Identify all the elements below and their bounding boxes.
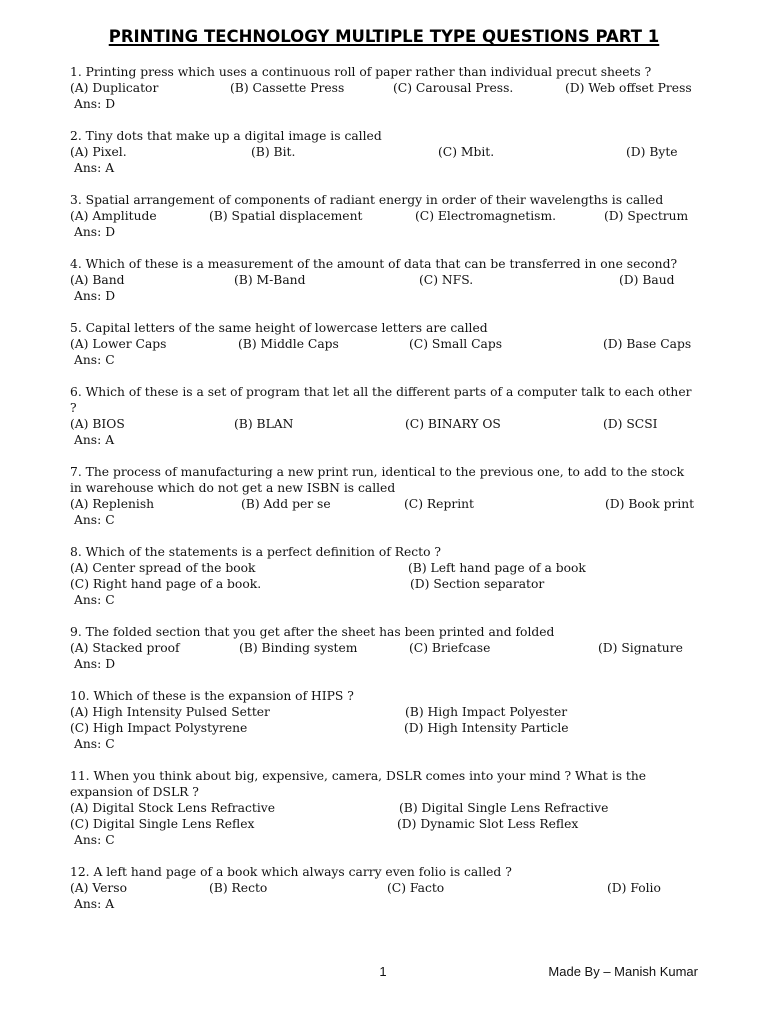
question-12-options bbox=[70, 880, 702, 896]
question-11-answer: C bbox=[105, 833, 115, 847]
question-4-option-a: (A) Band bbox=[70, 273, 125, 287]
question-4-text: 4. Which of these is a measurement of the amount of data that can be transferred in one second? bbox=[70, 257, 678, 271]
question-8-option-a: (A) Center spread of the book bbox=[70, 561, 256, 575]
question-9-option-b: (B) Binding system bbox=[239, 641, 358, 655]
question-5-answer: C bbox=[105, 353, 115, 367]
question-6-option-d: (D) SCSI bbox=[603, 417, 658, 431]
question-5-option-a: (A) Lower Caps bbox=[70, 337, 167, 351]
answer-label: Ans: bbox=[74, 897, 102, 911]
question-1-option-a: (A) Duplicator bbox=[70, 81, 159, 95]
question-8-answer: C bbox=[105, 593, 115, 607]
question-3-text: 3. Spatial arrangement of components of radiant energy in order of their wavelengths is called bbox=[70, 193, 664, 207]
question-6-options bbox=[70, 416, 702, 432]
question-1-options bbox=[70, 80, 702, 96]
question-8-option-b: (B) Left hand page of a book bbox=[408, 561, 586, 575]
question-2-text: 2. Tiny dots that make up a digital image is called bbox=[70, 129, 382, 143]
question-7 bbox=[70, 464, 702, 528]
question-8-option-d: (D) Section separator bbox=[410, 577, 545, 591]
answer-label: Ans: bbox=[74, 657, 102, 671]
question-9-answer: D bbox=[105, 657, 116, 671]
question-12-text: 12. A left hand page of a book which always carry even folio is called ? bbox=[70, 865, 512, 879]
question-12-option-b: (B) Recto bbox=[209, 881, 268, 895]
question-4-option-c: (C) NFS. bbox=[419, 273, 474, 287]
question-10-options-row-2 bbox=[70, 720, 702, 736]
question-11-text: 11. When you think about big, expensive, camera, DSLR comes into your mind ? What is the expansion of DSLR ? bbox=[70, 769, 647, 799]
answer-label: Ans: bbox=[74, 833, 102, 847]
question-10 bbox=[70, 688, 702, 752]
question-10-options-row-1 bbox=[70, 704, 702, 720]
question-12-option-c: (C) Facto bbox=[387, 881, 445, 895]
answer-label: Ans: bbox=[74, 97, 102, 111]
question-5-text: 5. Capital letters of the same height of lowercase letters are called bbox=[70, 321, 488, 335]
answer-label: Ans: bbox=[74, 289, 102, 303]
question-10-text: 10. Which of these is the expansion of HIPS ? bbox=[70, 689, 354, 703]
question-7-option-b: (B) Add per se bbox=[241, 497, 331, 511]
question-4-options bbox=[70, 272, 702, 288]
question-9-answer-line bbox=[70, 656, 702, 672]
question-9-options bbox=[70, 640, 702, 656]
question-7-answer-line bbox=[70, 512, 702, 528]
question-8-text: 8. Which of the statements is a perfect definition of Recto ? bbox=[70, 545, 442, 559]
question-1-option-c: (C) Carousal Press. bbox=[393, 81, 514, 95]
question-9-option-a: (A) Stacked proof bbox=[70, 641, 180, 655]
question-4-option-d: (D) Baud bbox=[619, 273, 675, 287]
answer-label: Ans: bbox=[74, 225, 102, 239]
question-10-option-d: (D) High Intensity Particle bbox=[404, 721, 569, 735]
question-5-options bbox=[70, 336, 702, 352]
question-7-options bbox=[70, 496, 702, 512]
question-2-answer-line bbox=[70, 160, 702, 176]
question-5-answer-line bbox=[70, 352, 702, 368]
question-9 bbox=[70, 624, 702, 672]
question-1 bbox=[70, 64, 702, 112]
question-2 bbox=[70, 128, 702, 176]
question-3-options bbox=[70, 208, 702, 224]
question-2-option-d: (D) Byte bbox=[626, 145, 678, 159]
question-1-answer: D bbox=[105, 97, 116, 111]
question-6 bbox=[70, 384, 702, 448]
question-1-text: 1. Printing press which uses a continuous roll of paper rather than individual precut sheets ? bbox=[70, 65, 652, 79]
question-11 bbox=[70, 768, 702, 848]
question-7-answer: C bbox=[105, 513, 115, 527]
question-1-option-d: (D) Web offset Press bbox=[565, 81, 692, 95]
answer-label: Ans: bbox=[74, 161, 102, 175]
question-1-answer-line bbox=[70, 96, 702, 112]
question-2-answer: A bbox=[105, 161, 115, 175]
question-9-option-c: (C) Briefcase bbox=[409, 641, 491, 655]
question-3-answer-line bbox=[70, 224, 702, 240]
question-5-option-c: (C) Small Caps bbox=[409, 337, 503, 351]
question-6-option-b: (B) BLAN bbox=[234, 417, 294, 431]
question-6-option-a: (A) BIOS bbox=[70, 417, 125, 431]
question-4 bbox=[70, 256, 702, 304]
question-9-text: 9. The folded section that you get after the sheet has been printed and folded bbox=[70, 625, 555, 639]
question-3-option-c: (C) Electromagnetism. bbox=[415, 209, 557, 223]
question-2-options bbox=[70, 144, 702, 160]
question-4-answer: D bbox=[105, 289, 116, 303]
question-12 bbox=[70, 864, 702, 912]
question-11-options-row-2 bbox=[70, 816, 702, 832]
page-number: 1 bbox=[379, 964, 387, 979]
question-1-option-b: (B) Cassette Press bbox=[230, 81, 345, 95]
question-8-option-c: (C) Right hand page of a book. bbox=[70, 577, 262, 591]
question-8-options-row-2 bbox=[70, 576, 702, 592]
question-3 bbox=[70, 192, 702, 240]
question-6-answer: A bbox=[105, 433, 115, 447]
question-8-answer-line bbox=[70, 592, 702, 608]
question-3-option-b: (B) Spatial displacement bbox=[209, 209, 363, 223]
answer-label: Ans: bbox=[74, 353, 102, 367]
question-11-option-c: (C) Digital Single Lens Reflex bbox=[70, 817, 255, 831]
document-title: PRINTING TECHNOLOGY MULTIPLE TYPE QUESTIONS PART 1 bbox=[108, 27, 660, 46]
question-6-option-c: (C) BINARY OS bbox=[405, 417, 501, 431]
question-10-option-c: (C) High Impact Polystyrene bbox=[70, 721, 248, 735]
question-3-option-a: (A) Amplitude bbox=[70, 209, 157, 223]
question-7-option-c: (C) Reprint bbox=[404, 497, 474, 511]
question-11-answer-line bbox=[70, 832, 702, 848]
question-5-option-d: (D) Base Caps bbox=[603, 337, 692, 351]
question-10-answer: C bbox=[105, 737, 115, 751]
question-2-option-a: (A) Pixel. bbox=[70, 145, 127, 159]
question-6-text: 6. Which of these is a set of program that let all the different parts of a computer talk to each other ? bbox=[70, 385, 692, 415]
question-4-answer-line bbox=[70, 288, 702, 304]
answer-label: Ans: bbox=[74, 513, 102, 527]
question-10-answer-line bbox=[70, 736, 702, 752]
question-7-option-d: (D) Book print bbox=[605, 497, 695, 511]
question-10-option-a: (A) High Intensity Pulsed Setter bbox=[70, 705, 270, 719]
question-9-option-d: (D) Signature bbox=[598, 641, 683, 655]
question-12-option-a: (A) Verso bbox=[70, 881, 128, 895]
question-11-options-row-1 bbox=[70, 800, 702, 816]
question-5-option-b: (B) Middle Caps bbox=[238, 337, 339, 351]
question-12-answer: A bbox=[105, 897, 115, 911]
question-11-option-a: (A) Digital Stock Lens Refractive bbox=[70, 801, 275, 815]
author-credit: Made By – Manish Kumar bbox=[548, 964, 698, 979]
answer-label: Ans: bbox=[74, 593, 102, 607]
question-3-option-d: (D) Spectrum bbox=[604, 209, 689, 223]
question-7-text: 7. The process of manufacturing a new print run, identical to the previous one, to add to the stock in warehouse which do not get a new ISBN is called bbox=[70, 465, 685, 495]
answer-label: Ans: bbox=[74, 433, 102, 447]
question-11-option-b: (B) Digital Single Lens Refractive bbox=[399, 801, 609, 815]
answer-label: Ans: bbox=[74, 737, 102, 751]
question-6-answer-line bbox=[70, 432, 702, 448]
question-2-option-b: (B) Bit. bbox=[251, 145, 296, 159]
question-2-option-c: (C) Mbit. bbox=[438, 145, 495, 159]
question-8 bbox=[70, 544, 702, 608]
question-10-option-b: (B) High Impact Polyester bbox=[405, 705, 568, 719]
question-8-options-row-1 bbox=[70, 560, 702, 576]
question-4-option-b: (B) M-Band bbox=[234, 273, 306, 287]
question-7-option-a: (A) Replenish bbox=[70, 497, 155, 511]
question-5 bbox=[70, 320, 702, 368]
question-3-answer: D bbox=[105, 225, 116, 239]
question-11-option-d: (D) Dynamic Slot Less Reflex bbox=[397, 817, 579, 831]
question-12-option-d: (D) Folio bbox=[607, 881, 661, 895]
question-12-answer-line bbox=[70, 896, 702, 912]
